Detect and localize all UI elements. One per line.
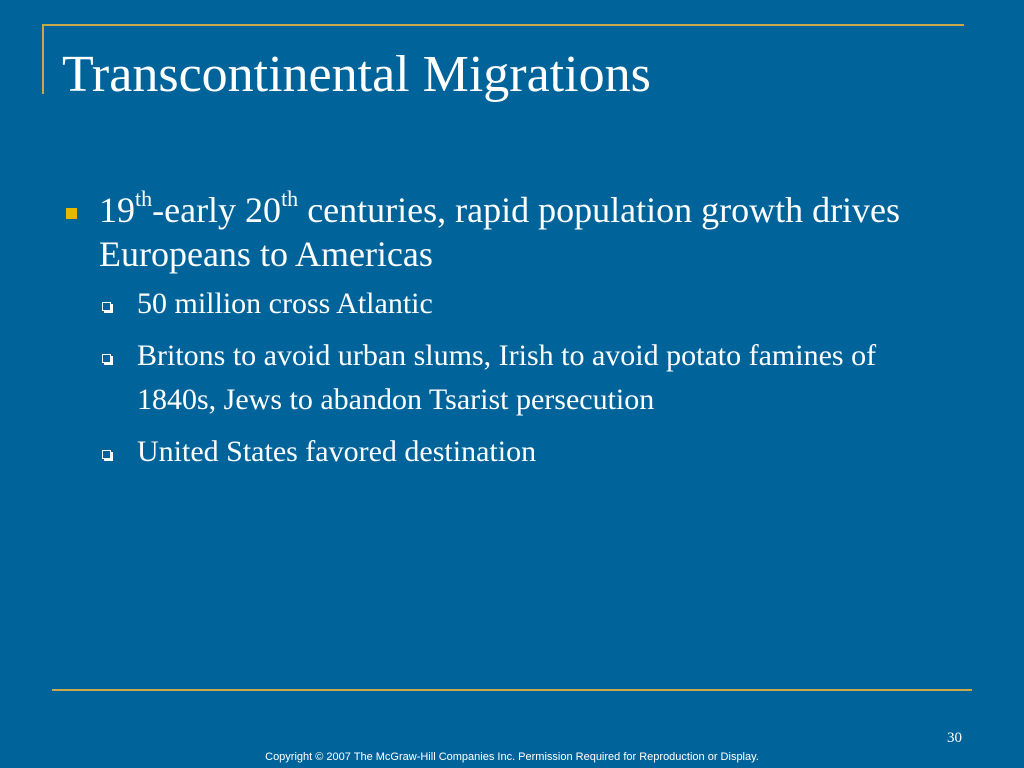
hollow-square-bullet-icon (102, 450, 111, 459)
sub-bullet-item (99, 282, 962, 326)
sub-bullet-item (99, 430, 962, 474)
sub-bullet-list (99, 282, 962, 474)
sub-bullet-text: United States favored destination (137, 435, 537, 468)
hollow-square-bullet-icon (102, 354, 111, 363)
bullet-text-part-b: -early 20 (152, 190, 282, 230)
slide-title: Transcontinental Migrations (62, 46, 651, 103)
copyright-notice: Copyright © 2007 The McGraw-Hill Companies Inc. Permission Required for Reproduction or Display. (265, 751, 759, 763)
frame-left-line (42, 24, 44, 94)
footer-divider (52, 689, 972, 691)
square-bullet-icon (66, 208, 77, 219)
hollow-square-bullet-icon (102, 302, 111, 311)
sub-bullet-text: 50 million cross Atlantic (137, 287, 433, 320)
bullet-text-part-a: 19 (99, 190, 135, 230)
bullet-superscript-1: th (135, 186, 153, 211)
bullet-main (62, 188, 962, 276)
page-number: 30 (947, 730, 962, 746)
slide-content (62, 188, 962, 482)
bullet-superscript-2: th (281, 186, 299, 211)
sub-bullet-item (99, 334, 962, 422)
sub-bullet-text: Britons to avoid urban slums, Irish to avoid potato famines of 1840s, Jews to abandon Tsarist persecution (137, 339, 877, 416)
bullet-text-part-c: centuries, rapid population growth drives Europeans to Americas (99, 190, 901, 274)
frame-top-line (42, 24, 964, 26)
